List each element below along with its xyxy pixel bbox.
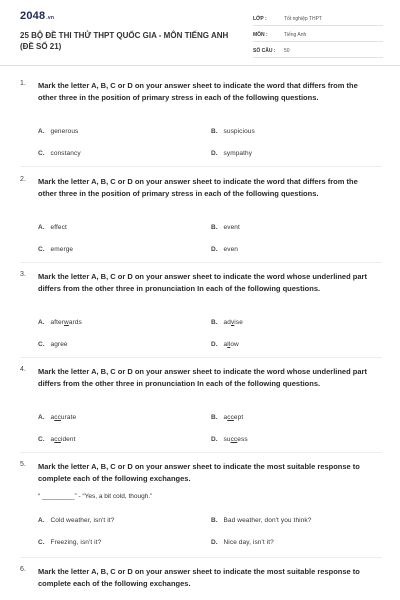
option-c[interactable] xyxy=(38,539,101,546)
word-segment: ept xyxy=(233,414,244,421)
underlined-segment: cc xyxy=(54,436,61,443)
exam-title: 25 BỘ ĐỀ THI THỬ THPT QUỐC GIA - MÔN TIẾNG ANH (ĐỀ SỐ 21) xyxy=(20,31,229,51)
word-segment: constancy xyxy=(50,150,81,157)
option-word xyxy=(224,517,312,524)
divider xyxy=(20,166,382,167)
option-letter: D. xyxy=(211,246,218,253)
option-word xyxy=(224,436,248,443)
meta-question-count-label: SỐ CÂU : xyxy=(253,48,276,54)
option-b[interactable] xyxy=(211,517,311,524)
question-number: 3. xyxy=(20,271,26,278)
meta-subject xyxy=(253,28,383,42)
option-letter: A. xyxy=(38,517,45,524)
word-segment: effect xyxy=(50,224,67,231)
option-word xyxy=(224,341,239,348)
option-d[interactable] xyxy=(211,341,239,348)
word-segment: ident xyxy=(60,436,76,443)
underlined-segment: cc xyxy=(227,414,234,421)
question-5 xyxy=(20,461,382,561)
option-word xyxy=(224,319,243,326)
word-segment: suspicious xyxy=(223,128,255,135)
underlined-segment: cc xyxy=(54,414,61,421)
option-word xyxy=(224,224,240,231)
option-word xyxy=(51,224,67,231)
option-word xyxy=(51,414,77,421)
word-segment: sympathy xyxy=(223,150,253,157)
option-word xyxy=(51,246,74,253)
option-letter: D. xyxy=(211,539,218,546)
divider xyxy=(20,452,382,453)
meta-question-count-value: 50 xyxy=(284,48,290,54)
question-text: Mark the letter A, B, C or D on your answer sheet to indicate the word whose underlined part differs from the other three in pronunciation In each of the following questions. xyxy=(38,367,367,388)
question-6 xyxy=(20,566,382,600)
dialog-prompt: “ _________” - “Yes, a bit cold, though.” xyxy=(38,493,153,500)
site-logo[interactable]: 2048.vn xyxy=(20,10,55,22)
word-segment: ards xyxy=(68,319,82,326)
option-b[interactable] xyxy=(211,224,240,231)
option-letter: B. xyxy=(211,128,218,135)
option-letter: C. xyxy=(38,436,45,443)
word-segment: a xyxy=(50,414,55,421)
meta-subject-value: Tiếng Anh xyxy=(284,32,307,38)
word-segment: agree xyxy=(50,341,68,348)
word-segment: generous xyxy=(50,128,79,135)
option-letter: D. xyxy=(211,150,218,157)
divider xyxy=(20,262,382,263)
question-text: Mark the letter A, B, C or D on your answer sheet to indicate the most suitable response to complete each of the following exchanges. xyxy=(38,567,360,588)
option-letter: B. xyxy=(211,224,218,231)
option-d[interactable] xyxy=(211,436,248,443)
option-letter: C. xyxy=(38,246,45,253)
option-a[interactable] xyxy=(38,224,67,231)
option-letter: A. xyxy=(38,128,45,135)
underlined-segment: w xyxy=(64,319,69,326)
option-letter: B. xyxy=(211,414,218,421)
option-word xyxy=(51,128,79,135)
option-a[interactable] xyxy=(38,414,76,421)
option-word xyxy=(224,539,274,546)
question-text: Mark the letter A, B, C or D on your answer sheet to indicate the word whose underlined part differs from the other three in pronunciation In each of the following questions. xyxy=(38,272,367,293)
question-number: 6. xyxy=(20,566,26,573)
option-word xyxy=(224,128,255,135)
question-4 xyxy=(20,366,382,456)
underlined-segment: cc xyxy=(230,436,238,443)
word-segment: Freezing, isn't it? xyxy=(50,539,102,546)
word-segment: a xyxy=(223,414,228,421)
meta-class-label: LỚP : xyxy=(253,16,267,22)
option-word xyxy=(51,436,76,443)
option-letter: C. xyxy=(38,539,45,546)
option-a[interactable] xyxy=(38,319,82,326)
option-letter: A. xyxy=(38,319,45,326)
option-b[interactable] xyxy=(211,128,255,135)
word-segment: even xyxy=(223,246,238,253)
option-a[interactable] xyxy=(38,517,114,524)
option-letter: D. xyxy=(211,341,218,348)
option-letter: B. xyxy=(211,319,218,326)
word-segment: ow xyxy=(230,341,239,348)
page-header xyxy=(0,0,400,66)
word-segment: urate xyxy=(60,414,77,421)
option-letter: C. xyxy=(38,341,45,348)
option-letter: B. xyxy=(211,517,218,524)
meta-subject-label: MÔN : xyxy=(253,32,268,38)
word-segment: event xyxy=(223,224,240,231)
option-word xyxy=(51,341,68,348)
option-b[interactable] xyxy=(211,414,243,421)
option-c[interactable] xyxy=(38,341,68,348)
meta-class-value: Tốt nghiệp THPT xyxy=(284,16,322,22)
question-number: 5. xyxy=(20,461,26,468)
option-word xyxy=(51,517,115,524)
word-segment: Cold weather, isn't it? xyxy=(50,517,115,524)
option-word xyxy=(224,246,239,253)
word-segment: ess xyxy=(237,436,248,443)
question-3 xyxy=(20,271,382,361)
underlined-segment: ll xyxy=(227,341,231,348)
question-text: Mark the letter A, B, C or D on your answer sheet to indicate the word that differs from the other three in the position of primary stress in each of the following questions. xyxy=(38,177,358,198)
divider xyxy=(20,557,382,558)
option-word xyxy=(224,414,244,421)
option-d[interactable] xyxy=(211,539,274,546)
word-segment: Bad weather, don't you think? xyxy=(223,517,312,524)
word-segment: a xyxy=(223,341,228,348)
question-1 xyxy=(20,80,382,170)
question-number: 2. xyxy=(20,176,26,183)
question-number: 1. xyxy=(20,80,26,87)
option-letter: D. xyxy=(211,436,218,443)
option-d[interactable] xyxy=(211,246,238,253)
question-number: 4. xyxy=(20,366,26,373)
word-segment: after xyxy=(50,319,65,326)
question-2 xyxy=(20,176,382,266)
option-letter: A. xyxy=(38,414,45,421)
meta-class xyxy=(253,12,383,26)
option-word xyxy=(224,150,253,157)
question-text: Mark the letter A, B, C or D on your answer sheet to indicate the most suitable response to complete each of the following exchanges. xyxy=(38,462,360,483)
word-segment: ise xyxy=(234,319,243,326)
option-word xyxy=(51,539,102,546)
word-segment: ad xyxy=(223,319,231,326)
option-c[interactable] xyxy=(38,246,73,253)
option-letter: A. xyxy=(38,224,45,231)
question-text: Mark the letter A, B, C or D on your answer sheet to indicate the word that differs from the other three in the position of primary stress in each of the following questions. xyxy=(38,81,358,102)
option-word xyxy=(51,319,82,326)
word-segment: emerge xyxy=(50,246,74,253)
option-c[interactable] xyxy=(38,436,76,443)
option-word xyxy=(51,150,81,157)
option-a[interactable] xyxy=(38,128,78,135)
divider xyxy=(20,357,382,358)
meta-question-count xyxy=(253,44,383,58)
underlined-segment: v xyxy=(230,319,235,326)
word-segment: Nice day, isn't it? xyxy=(223,539,274,546)
option-c[interactable] xyxy=(38,150,81,157)
option-d[interactable] xyxy=(211,150,252,157)
word-segment: su xyxy=(223,436,231,443)
option-letter: C. xyxy=(38,150,45,157)
word-segment: a xyxy=(50,436,55,443)
option-b[interactable] xyxy=(211,319,243,326)
